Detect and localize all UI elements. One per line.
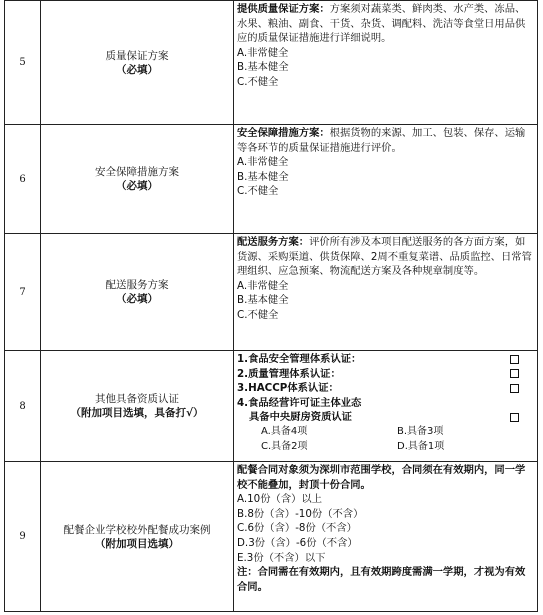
contract-note: 注：合同需在有效期内，且有效期跨度需满一学期，才视为有效合同。 (237, 566, 526, 593)
option-a: A.非常健全 (237, 46, 289, 59)
criteria-text: 评价所有涉及本项目配送服务的各方面方案，如货源、采购渠道、供货保障、2周不重复菜谱、品质监控、日常管理组织、应急预案、物流配送方案及各种规章制度等。 (237, 236, 532, 278)
item-cell (41, 234, 234, 351)
item-title: 质量保证方案 (105, 49, 169, 62)
checkbox-icon[interactable] (510, 413, 519, 422)
table-row (5, 462, 538, 612)
grade-c: C.具备2项 (261, 440, 308, 452)
option-a: A.10份（含）以上 (237, 493, 323, 506)
criteria-cell (234, 125, 538, 234)
cert-license: 4.食品经营许可证主体业态 (237, 396, 362, 409)
item-cell (41, 462, 234, 612)
row-number: 7 (5, 234, 41, 351)
checkbox-icon[interactable] (510, 384, 519, 393)
item-cell (41, 1, 234, 125)
option-e: E.3份（不含）以下 (237, 551, 326, 564)
item-title: 配送服务方案 (105, 279, 169, 291)
item-required: （附加项目选填，具备打√） (70, 407, 204, 419)
checkbox-icon[interactable] (510, 355, 519, 364)
row-number: 8 (5, 351, 41, 462)
item-title: 安全保障措施方案 (95, 166, 179, 178)
option-d: D.3份（含）-6份（不含） (237, 536, 358, 549)
criteria-cell (234, 462, 538, 612)
criteria-cell (234, 234, 538, 351)
row-number: 6 (5, 125, 41, 234)
option-c: C.不健全 (237, 185, 279, 198)
item-title: 其他具备资质认证 (95, 393, 179, 405)
scoring-table (4, 0, 538, 612)
item-required: （必填） (116, 63, 158, 76)
item-required: （附加项目选填） (95, 537, 179, 550)
cert-quality: 2.质量管理体系认证： (237, 367, 533, 382)
checkbox-icon[interactable] (510, 369, 519, 378)
item-required: （必填） (116, 180, 158, 192)
cert-haccp: 3.HACCP体系认证： (237, 381, 533, 396)
criteria-lead: 安全保障措施方案： (237, 127, 330, 139)
cert-food-safety: 1.食品安全管理体系认证： (237, 352, 533, 367)
criteria-lead: 提供质量保证方案： (237, 3, 330, 15)
grade-a: A.具备4项 (261, 425, 308, 437)
grade-grid (237, 425, 533, 454)
table-row (5, 351, 538, 462)
option-b: B.基本健全 (237, 294, 289, 307)
table-row (5, 234, 538, 351)
table-row (5, 125, 538, 234)
grade-b: B.具备3项 (397, 425, 444, 437)
criteria-cell (234, 1, 538, 125)
option-b: B.基本健全 (237, 61, 289, 74)
table-row (5, 1, 538, 125)
row-number: 5 (5, 1, 41, 125)
option-b: B.8份（含）-10份（不含） (237, 507, 364, 520)
option-c: C.不健全 (237, 75, 279, 88)
criteria-lead: 配送服务方案： (237, 236, 310, 248)
item-title: 配餐企业学校校外配餐成功案例 (63, 523, 211, 536)
option-c: C.6份（含）-8份（不含） (237, 522, 357, 535)
item-cell (41, 351, 234, 462)
option-a: A.非常健全 (237, 156, 289, 169)
grade-d: D.具备1项 (397, 440, 445, 452)
option-b: B.基本健全 (237, 170, 289, 183)
criteria-cell (234, 351, 538, 462)
criteria-text: 根据货物的来源、加工、包装、保存、运输等各环节的质量保证措施进行评价。 (237, 127, 526, 154)
option-c: C.不健全 (237, 308, 279, 321)
item-required: （必填） (116, 293, 158, 305)
option-a: A.非常健全 (237, 279, 289, 292)
criteria-text: 方案须对蔬菜类、鲜肉类、水产类、冻品、水果、粮油、副食、干货、杂货、调配料、洗洁等食堂日用品供应的质量保证措施进行详细说明。 (237, 3, 526, 45)
item-cell (41, 125, 234, 234)
cert-central-kitchen: 具备中央厨房资质认证 (237, 410, 533, 425)
criteria-lead: 配餐合同对象须为深圳市范围学校，合同须在有效期内，同一学校不能叠加，封顶十份合同。 (237, 464, 526, 491)
row-number: 9 (5, 462, 41, 612)
